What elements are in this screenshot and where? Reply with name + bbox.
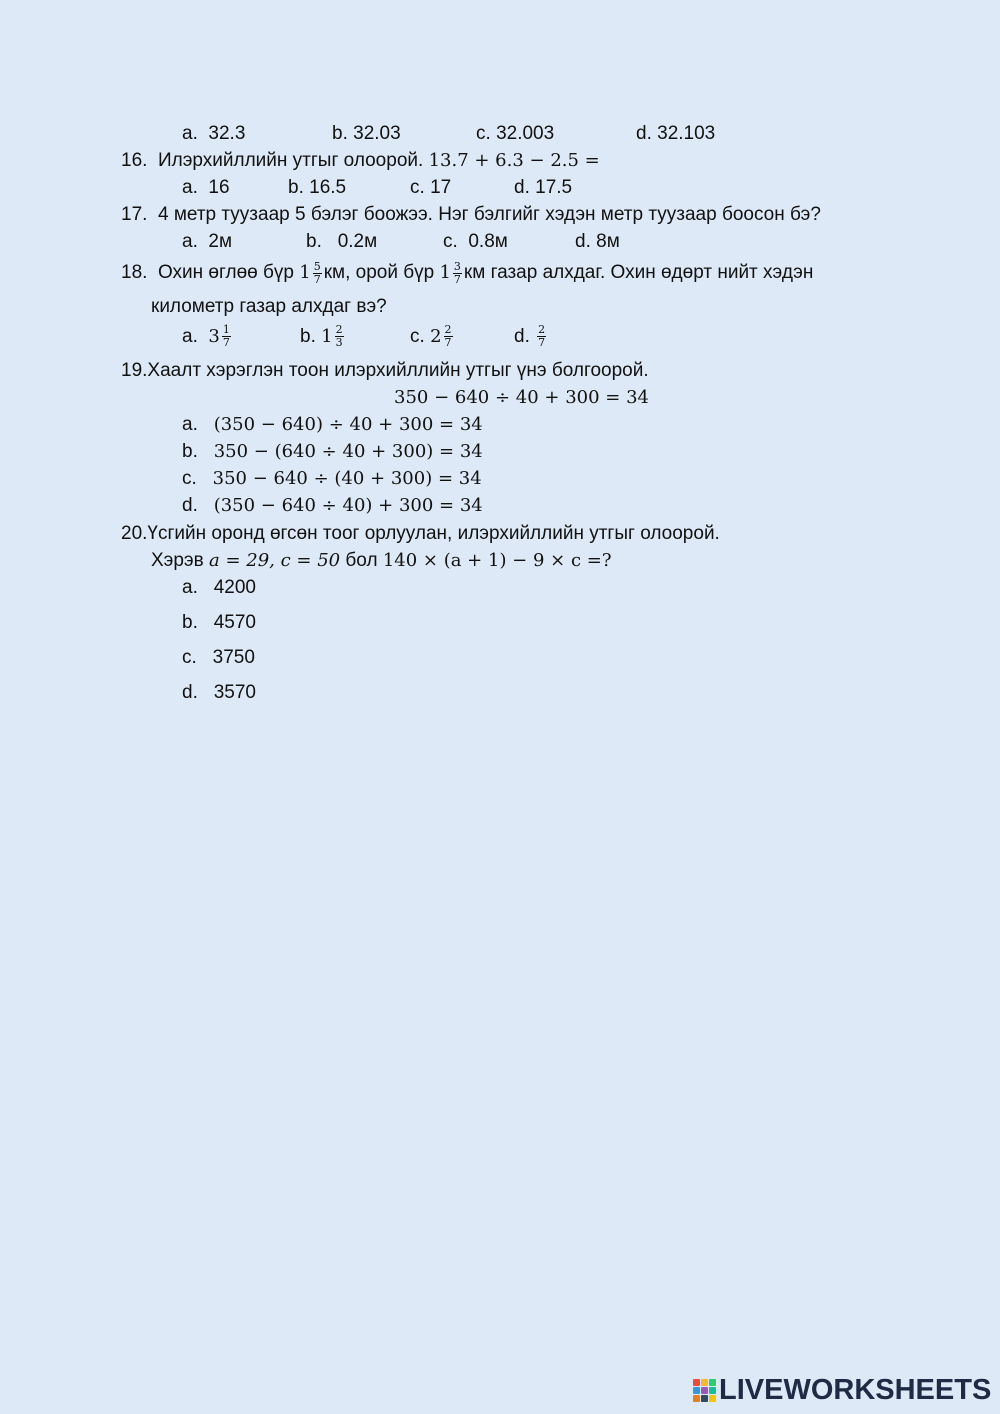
logo-tile [693, 1387, 700, 1394]
logo-tile [709, 1387, 716, 1394]
q18-stem-line1: 18. Охин өглөө бүр 1 $\frac{5}{7}$ км, орой бүр 1 $\frac{3}{7}$ км газар алхдаг. Охин өдөрт нийт хэдэн [121, 259, 814, 286]
q15-opt-c: c. 32.003 [476, 123, 555, 144]
logo-icon [693, 1379, 716, 1402]
logo-tile [701, 1395, 708, 1402]
q17-opt-d: d. 8м [575, 231, 620, 252]
q18-opt-b: b. 1 $\frac{2}{3}$ [300, 323, 343, 350]
q18-opt-d: d. $\frac{2}{7}$ [514, 323, 546, 350]
q19-opt-c: c. 350 − 640 ÷ (40 + 300) = 34 [182, 468, 482, 489]
q18-opt-a: a. 3 $\frac{1}{7}$ [182, 323, 230, 350]
q15-opt-a: a. 32.3 [182, 123, 246, 144]
q18-mixed-2: 1 $\frac{3}{7}$ [439, 259, 461, 286]
logo-text: LIVEWORKSHEETS [719, 1374, 992, 1406]
logo-tile [701, 1379, 708, 1386]
q18-opt-c: c. 2 $\frac{2}{7}$ [410, 323, 452, 350]
q15-opt-d: d. 32.103 [636, 123, 716, 144]
q15-opt-b: b. 32.03 [332, 123, 401, 144]
q16-opt-b: b. 16.5 [288, 177, 347, 198]
q19-expression: 350 − 640 ÷ 40 + 300 = 34 [394, 387, 649, 408]
q20-opt-c: c. 3750 [182, 647, 255, 668]
q20-opt-b: b. 4570 [182, 612, 256, 633]
q19-stem: 19.Хаалт хэрэглэн тоон илэрхийллийн утгыг үнэ болгоорой. [121, 360, 649, 381]
logo-tile [709, 1395, 716, 1402]
q18-mixed-1: 1 $\frac{5}{7}$ [299, 259, 321, 286]
q19-opt-b: b. 350 − (640 ÷ 40 + 300) = 34 [182, 441, 483, 462]
q17-stem: 17. 4 метр туузаар 5 бэлэг боожээ. Нэг бэлгийг хэдэн метр туузаар боосон бэ? [121, 204, 821, 225]
liveworksheets-logo [693, 1374, 991, 1407]
q20-opt-d: d. 3570 [182, 682, 256, 703]
q16-opt-c: c. 17 [410, 177, 452, 198]
q20-condition: Хэрэв a = 29, c = 50 бол 140 × (a + 1) − 9 × c =? [151, 550, 612, 571]
q17-opt-a: a. 2м [182, 231, 233, 252]
logo-tile [693, 1395, 700, 1402]
q20-opt-a: a. 4200 [182, 577, 256, 598]
q17-opt-c: c. 0.8м [443, 231, 508, 252]
q19-opt-a: a. (350 − 640) ÷ 40 + 300 = 34 [182, 414, 483, 435]
q18-stem-line2: километр газар алхдаг вэ? [151, 296, 387, 317]
q17-opt-b: b. 0.2м [306, 231, 378, 252]
q19-opt-d: d. (350 − 640 ÷ 40) + 300 = 34 [182, 495, 483, 516]
logo-tile [693, 1379, 700, 1386]
q16-opt-a: a. 16 [182, 177, 230, 198]
q16-opt-d: d. 17.5 [514, 177, 573, 198]
q16-expression: 13.7 + 6.3 − 2.5 = [428, 150, 600, 171]
q16-stem: 16. Илэрхийллийн утгыг олоорой. 13.7 + 6.3 − 2.5 = [121, 150, 600, 171]
logo-tile [709, 1379, 716, 1386]
q20-stem: 20.Үсгийн оронд өгсөн тоог орлуулан, илэрхийллийн утгыг олоорой. [121, 523, 720, 544]
logo-tile [701, 1387, 708, 1394]
